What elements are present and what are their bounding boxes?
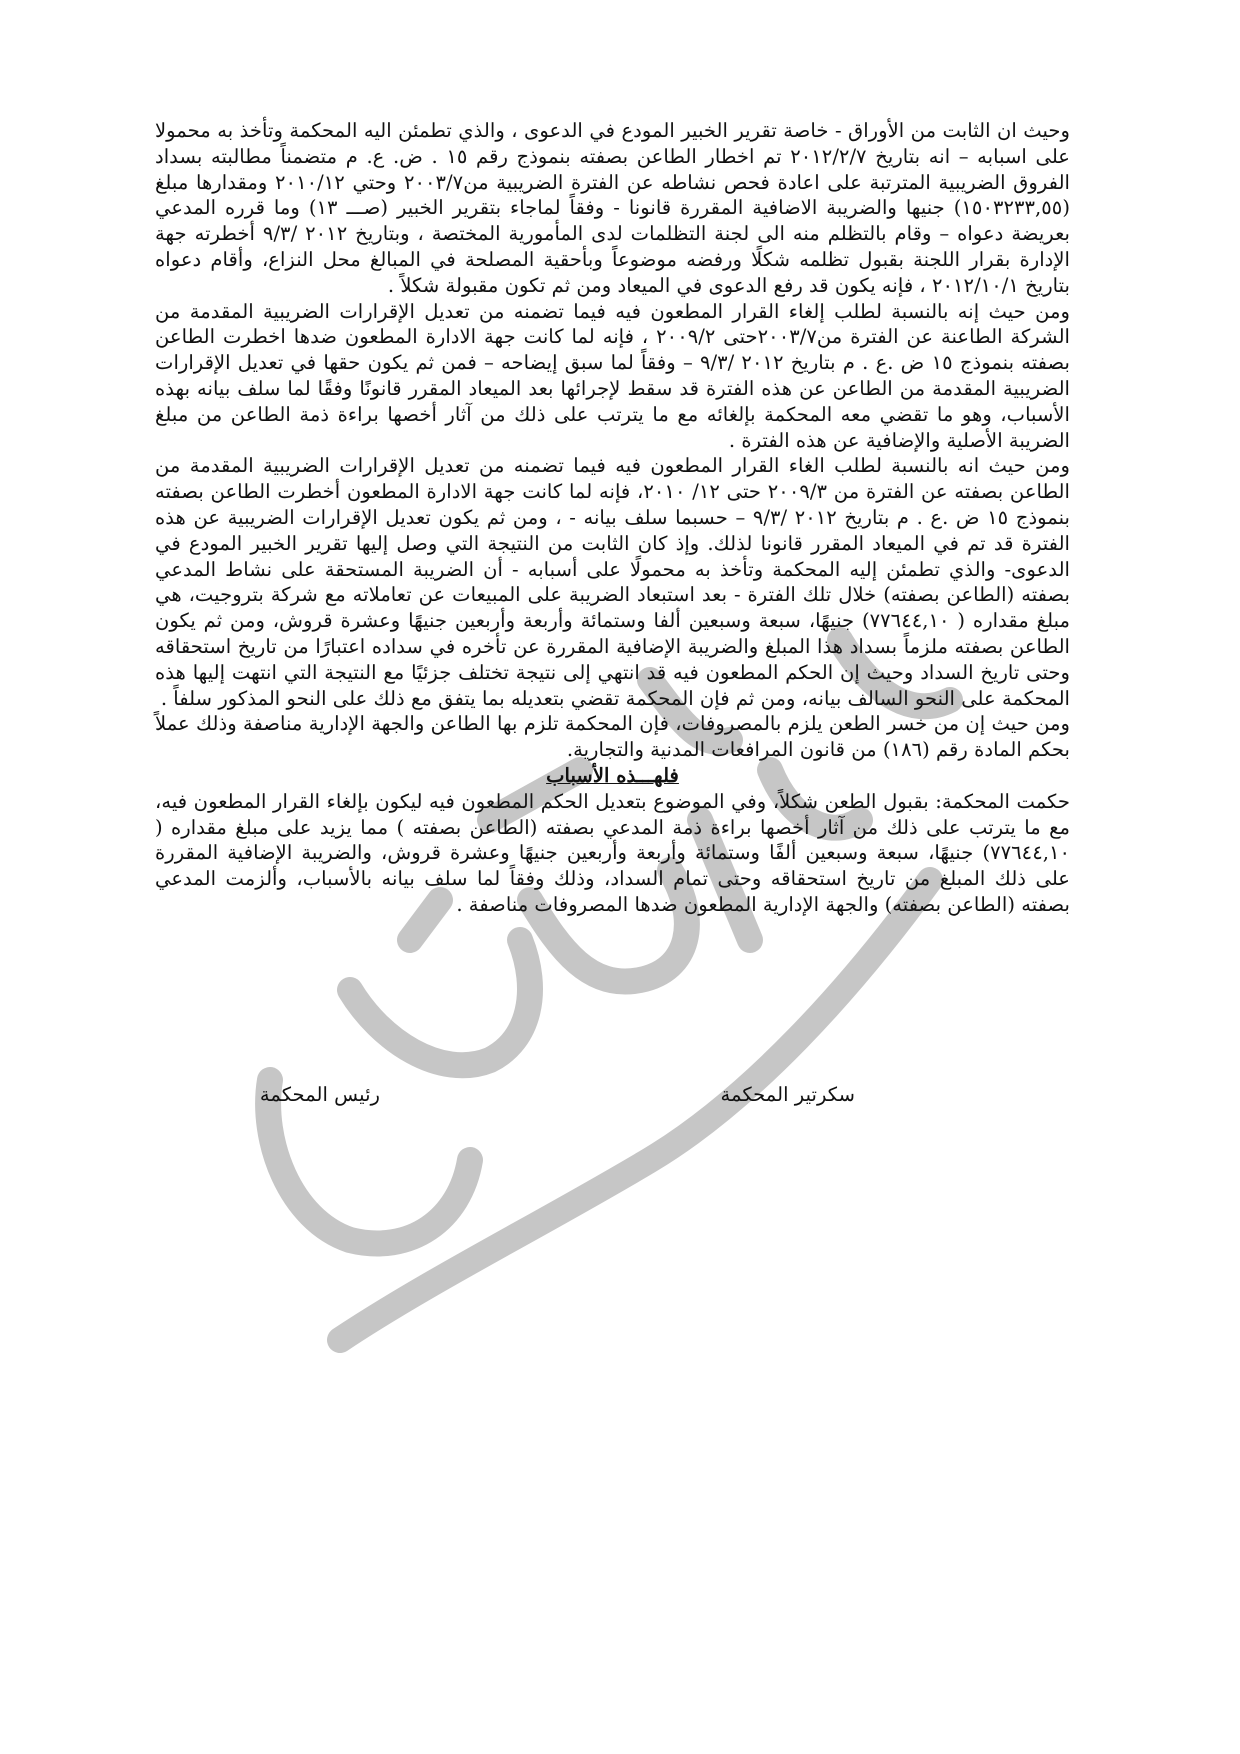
reasons-heading: فلهـــذه الأسباب — [546, 763, 679, 787]
paragraph: وحيث ان الثابت من الأوراق - خاصة تقرير الخبير المودع في الدعوى ، والذي تطمئن اليه المحكمة وتأخذ به محمولا على اسبابه – انه بتاريخ ٢٠١٢/٢/٧ تم اخطار الطاعن بصفته بنموذج رقم ١٥ . ض. ع. م متضمناً مطالبته بسداد الفروق الضريبية المترتبة على اعادة فحص نشاطه عن الفترة الضريبية من٢٠٠٣/٧ وحتي ٢٠١٠/١٢ ومقدارها مبلغ (١٥٠٣٢٣٣,٥٥) جنيها والضريبة الاضافية المقررة قانونا - وفقاً لماجاء بتقرير الخبير (صـــ ١٣) وما قرره المدعي بعريضة دعواه – وقام بالتظلم منه الى لجنة التظلمات لدى المأمورية المختصة ، وبتاريخ ٢٠١٢ /٩/٣ أخطرته جهة الإدارة بقرار اللجنة بقبول تظلمه شكلًا ورفضه موضوعاً وبأحقية المصلحة في المبالغ محل النزاع، وأقام دعواه بتاريخ ٢٠١٢/١٠/١ ، فإنه يكون قد رفع الدعوى في الميعاد ومن ثم تكون مقبولة شكلاً . — [155, 119, 1070, 297]
signature-block — [155, 1083, 1070, 1113]
verdict-paragraph: حكمت المحكمة: بقبول الطعن شكلاً، وفي الموضوع بتعديل الحكم المطعون فيه ليكون بإلغاء القرار المطعون فيه، مع ما يترتب على ذلك من آثار أخصها براءة ذمة المدعي بصفته (الطاعن بصفته ) مما يزيد على مبلغ مقداره ( ٧٧٦٤٤,١٠) جنيهًا، سبعة وسبعين ألفًا وستمائة وأربعة وأربعين جنيهًا وعشرة قروش، والضريبة الإضافية المقررة على ذلك المبلغ من تاريخ استحقاقه وحتى تمام السداد، وذلك وفقاً لما سلف بيانه بالأسباب، وألزمت المدعي بصفته (الطاعن بصفته) والجهة الإدارية المطعون ضدها المصروفات مناصفة . — [155, 789, 1070, 916]
watermark-stroke — [350, 940, 530, 1065]
paragraph: ومن حيث انه بالنسبة لطلب الغاء القرار المطعون فيه فيما تضمنه من تعديل الإقرارات الضريبية المقدمة من الطاعن بصفته عن الفترة من ٢٠٠٩/٣ حتى ١٢/ ٢٠١٠، فإنه لما كانت جهة الادارة المطعون أخطرت الطاعن بصفته بنموذج ١٥ ض .ع . م بتاريخ ٢٠١٢ /٩/٣ – حسبما سلف بيانه - ، ومن ثم يكون تعديل الإقرارات الضريبية عن هذه الفترة قد تم في الميعاد المقرر قانونا لذلك. وإذ كان الثابت من النتيجة التي وصل إليها تقرير الخبير المودع في الدعوى- والذي تطمئن إليه المحكمة وتأخذ به محمولًا على أسبابه - أن الضريبة المستحقة على نشاط المدعي بصفته (الطاعن بصفته) خلال تلك الفترة - بعد استبعاد الضريبة على المبيعات عن تعاملاته مع شركة بتروجيت، هي مبلغ مقداره ( ٧٧٦٤٤,١٠) جنيهًا، سبعة وسبعين ألفا وستمائة وأربعة وأربعين جنيهًا وعشرة قروش، ومن ثم يكون الطاعن بصفته ملزماً بسداد هذا المبلغ والضريبة الإضافية المقررة عن تأخره في سداده اعتبارًا من تاريخ استحقاقه وحتى تاريخ السداد وحيث إن الحكم المطعون فيه قد انتهي إلى نتيجة تختلف جزئيًا مع النتيجة التي انتهت إليها هذه المحكمة على النحو السالف بيانه، ومن ثم فإن المحكمة تقضي بتعديله بما يتفق مع ذلك على النحو المذكور سلفاً . — [155, 454, 1071, 710]
court-secretary-label: سكرتير المحكمة — [720, 1083, 855, 1106]
court-president-label: رئيس المحكمة — [259, 1083, 380, 1106]
judgment-text — [155, 118, 1070, 918]
paragraph: ومن حيث إنه بالنسبة لطلب إلغاء القرار المطعون فيه فيما تضمنه من تعديل الإقرارات الضريبية المقدمة من الشركة الطاعنة عن الفترة من٢٠٠٣/٧حتى ٢٠٠٩/٢ ، فإنه لما كانت جهة الادارة المطعون ضدها اخطرت الطاعن بصفته بنموذج ١٥ ض .ع . م بتاريخ ٢٠١٢ /٩/٣ – وفقاً لما سبق إيضاحه – فمن ثم يكون حقها في تعديل الإقرارات الضريبية المقدمة من الطاعن عن هذه الفترة قد سقط لإجرائها بعد الميعاد المقرر قانونًا وفقًا لما سلف بيانه بهذه الأسباب، وهو ما تقضي معه المحكمة بإلغائه مع ما يترتب على ذلك من آثار أخصها براءة ذمة الطاعن من مبلغ الضريبة الأصلية والإضافية عن هذه الفترة . — [155, 299, 1070, 452]
paragraph: ومن حيث إن من خسر الطعن يلزم بالمصروفات، فإن المحكمة تلزم بها الطاعن والجهة الإدارية مناصفة وذلك عملاً بحكم المادة رقم (١٨٦) من قانون المرافعات المدنية والتجارية. — [155, 712, 1070, 762]
